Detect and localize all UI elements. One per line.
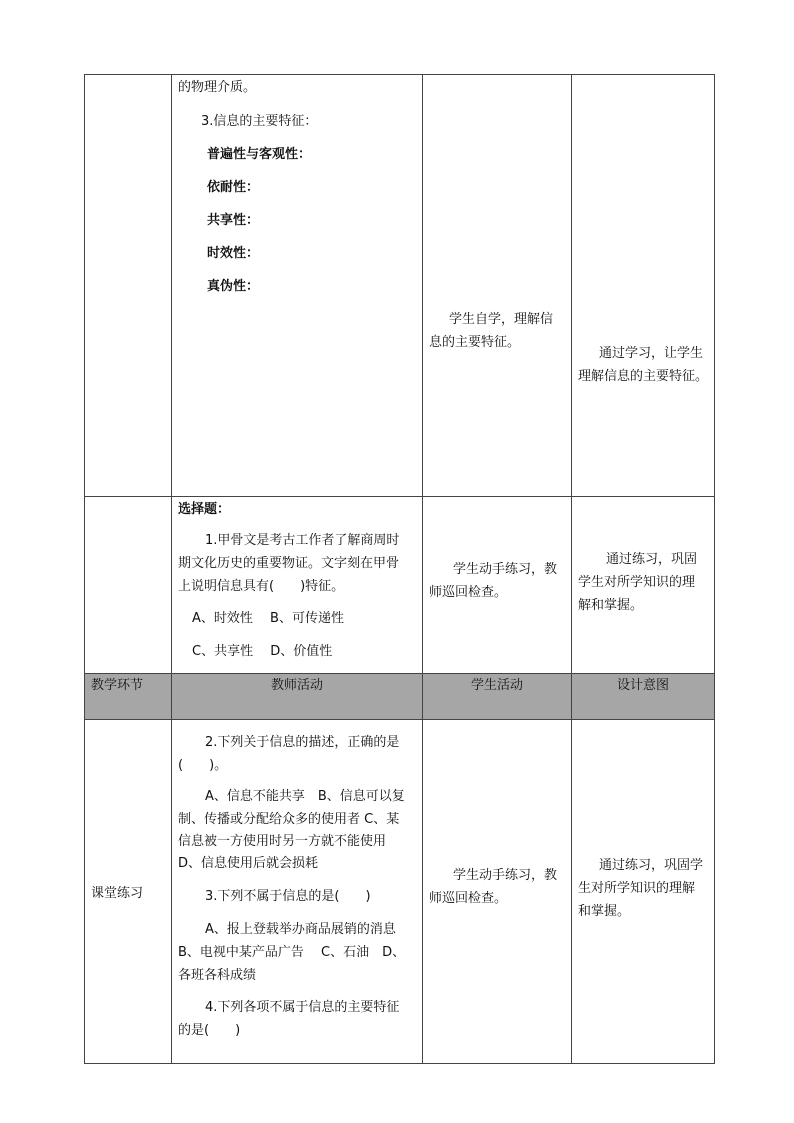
- answer-options: A、时效性 B、可传递性: [192, 611, 344, 626]
- text-line: 学生动手练习，教: [453, 562, 558, 577]
- teacher-activity-cell: [172, 720, 423, 1064]
- table-row: [85, 75, 715, 497]
- header-student-activity: 学生活动: [423, 674, 572, 720]
- question-text: 4.下列各项不属于信息的主要特征: [205, 1000, 400, 1015]
- section-label: 课堂练习: [85, 720, 172, 1064]
- text-line: 师巡回检查。: [429, 891, 508, 906]
- text-line: 息的主要特征。: [429, 335, 521, 350]
- feature-item: 依耐性：: [207, 180, 260, 195]
- table-row: [85, 497, 715, 674]
- header-teacher-activity: 教师活动: [172, 674, 423, 720]
- text-line: 理解信息的主要特征。: [578, 369, 709, 384]
- text-line: 学生自学，理解信: [449, 312, 554, 327]
- text-line: 和掌握。: [578, 904, 631, 919]
- header-section: 教学环节: [85, 674, 172, 720]
- text-line: 生对所学知识的理解: [578, 881, 696, 896]
- teacher-activity-cell: [172, 497, 423, 674]
- answer-options: A、信息不能共享 B、信息可以复: [205, 789, 405, 804]
- question-text: 的是( ): [178, 1023, 241, 1038]
- feature-item: 共享性：: [207, 213, 260, 228]
- section-cell: [85, 497, 172, 674]
- text-line: 解和掌握。: [578, 598, 644, 613]
- question-text: 1.甲骨文是考古工作者了解商周时: [205, 533, 400, 548]
- answer-options: 信息被一方使用时另一方就不能使用: [178, 834, 387, 849]
- text-line: 的物理介质。: [178, 80, 257, 95]
- text-line: 学生对所学知识的理: [578, 575, 696, 590]
- header-design-intent: 设计意图: [572, 674, 715, 720]
- section-cell: [85, 75, 172, 497]
- feature-item: 真伪性：: [207, 279, 260, 294]
- answer-options: C、共享性 D、价值性: [192, 644, 333, 659]
- question-text: 2.下列关于信息的描述，正确的是: [205, 735, 400, 750]
- design-intent-cell: [572, 720, 715, 1064]
- answer-options: B、电视中某产品广告 C、石油 D、: [178, 945, 406, 960]
- answer-options: D、信息使用后就会损耗: [178, 856, 319, 871]
- text-line: 师巡回检查。: [429, 585, 508, 600]
- question-text: ( )。: [178, 758, 228, 773]
- design-intent-cell: [572, 75, 715, 497]
- feature-item: 普遍性与客观性：: [207, 147, 312, 162]
- answer-options: 各班各科成绩: [178, 968, 257, 983]
- feature-item: 时效性：: [207, 246, 260, 261]
- table-row: [85, 720, 715, 1064]
- features-heading: 3.信息的主要特征：: [201, 114, 318, 129]
- student-activity-cell: [423, 75, 572, 497]
- text-line: 学生动手练习，教: [453, 868, 558, 883]
- question-text: 上说明信息具有( )特征。: [178, 579, 345, 594]
- student-activity-cell: [423, 720, 572, 1064]
- text-line: 通过练习，巩固: [606, 552, 698, 567]
- lesson-plan-table: [84, 74, 715, 1064]
- text-line: 通过练习，巩固学: [599, 858, 704, 873]
- question-text: 期文化历史的重要物证。文字刻在甲骨: [178, 556, 400, 571]
- table-header-row: [85, 674, 715, 720]
- text-line: 通过学习，让学生: [599, 346, 704, 361]
- teacher-activity-cell: [172, 75, 423, 497]
- student-activity-cell: [423, 497, 572, 674]
- answer-options: A、报上登载举办商品展销的消息: [205, 922, 396, 937]
- design-intent-cell: [572, 497, 715, 674]
- question-text: 3.下列不属于信息的是( ): [205, 889, 371, 904]
- answer-options: 制、传播或分配给众多的使用者 C、某: [178, 812, 400, 827]
- question-heading: 选择题：: [178, 502, 231, 517]
